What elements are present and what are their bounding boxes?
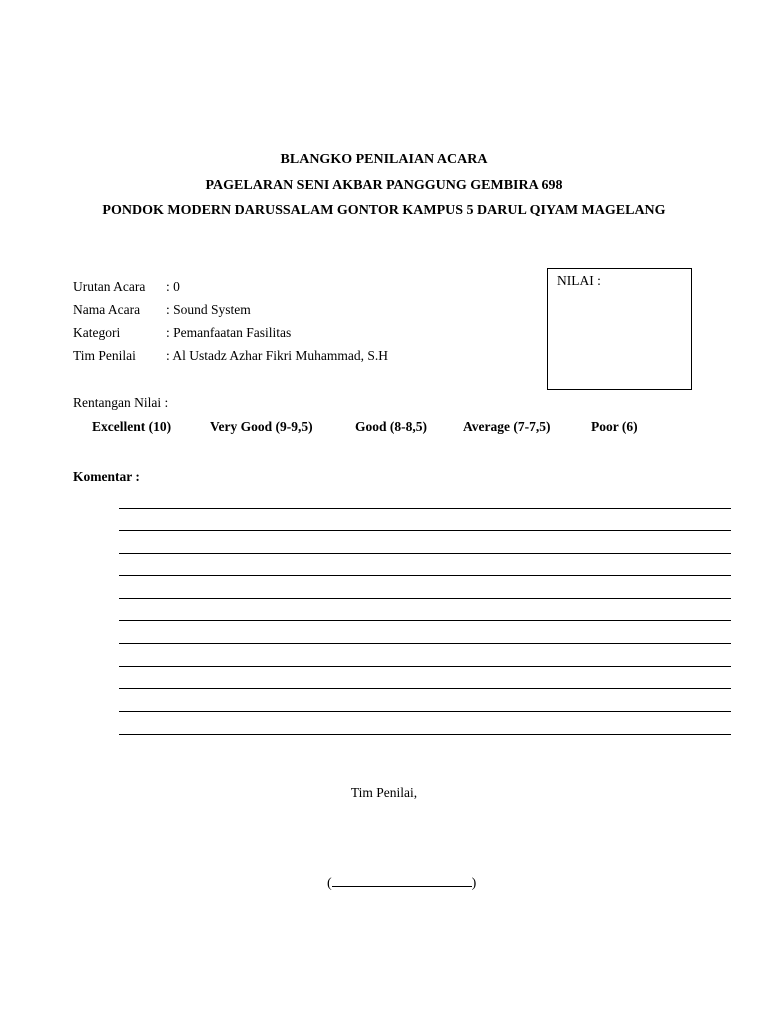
range-good: Good (8-8,5) <box>355 419 427 434</box>
range-poor: Poor (6) <box>591 419 638 434</box>
comment-line <box>119 666 731 667</box>
range-very-good: Very Good (9-9,5) <box>210 419 313 434</box>
info-value: : 0 <box>166 279 180 294</box>
info-label: Kategori <box>73 325 121 340</box>
score-label: NILAI : <box>557 273 601 288</box>
comment-line <box>119 530 731 531</box>
comment-line <box>119 643 731 644</box>
info-row-tim-penilai <box>73 348 388 364</box>
comment-line <box>119 575 731 576</box>
info-row-nama <box>73 302 251 318</box>
info-value: : Sound System <box>166 302 251 317</box>
info-label: Urutan Acara <box>73 279 146 294</box>
signature-blank <box>327 874 476 892</box>
signature-line <box>332 874 472 887</box>
range-label: Rentangan Nilai : <box>73 395 169 410</box>
signature-open-paren: ( <box>327 876 332 891</box>
comment-line <box>119 734 731 735</box>
form-title: BLANGKO PENILAIAN ACARA <box>280 152 488 167</box>
info-label: Tim Penilai <box>73 348 136 363</box>
score-box <box>547 268 692 390</box>
info-label: Nama Acara <box>73 302 141 317</box>
signature-title: Tim Penilai, <box>350 785 418 800</box>
info-row-urutan <box>73 279 180 295</box>
info-value: : Pemanfaatan Fasilitas <box>166 325 292 340</box>
comment-line <box>119 620 731 621</box>
signature-close-paren: ) <box>471 876 477 891</box>
info-value: : Al Ustadz Azhar Fikri Muhammad, S.H <box>166 348 388 363</box>
comment-line <box>119 508 731 509</box>
institution-title: PONDOK MODERN DARUSSALAM GONTOR KAMPUS 5 DARUL QIYAM MAGELANG <box>102 203 666 218</box>
event-title: PAGELARAN SENI AKBAR PANGGUNG GEMBIRA 698 <box>205 178 563 193</box>
comment-line <box>119 598 731 599</box>
comment-line <box>119 553 731 554</box>
comment-label: Komentar : <box>73 469 140 484</box>
range-excellent: Excellent (10) <box>92 419 172 434</box>
info-row-kategori <box>73 325 291 341</box>
comment-line <box>119 711 731 712</box>
comment-line <box>119 688 731 689</box>
range-average: Average (7-7,5) <box>463 419 551 434</box>
